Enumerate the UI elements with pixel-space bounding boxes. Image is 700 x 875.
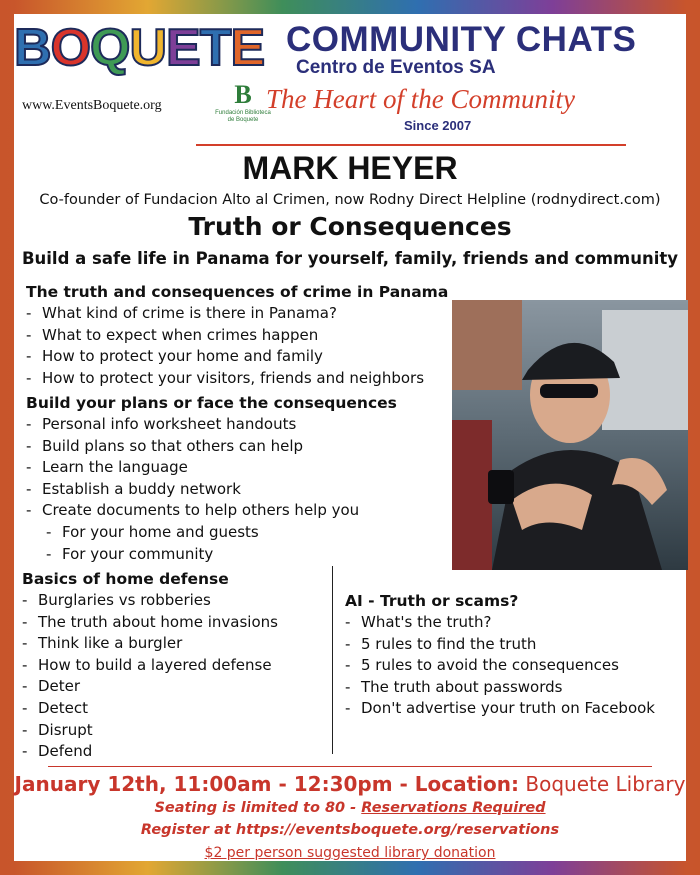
list-item <box>26 368 448 390</box>
talk-title: Truth or Consequences <box>188 212 512 241</box>
list-item <box>26 325 448 347</box>
event-datetime: January 12th, 11:00am - 12:30pm - <box>14 772 415 796</box>
list-item <box>26 457 397 479</box>
bullet: - <box>26 479 32 498</box>
bullet: - <box>26 304 32 322</box>
bullet: - <box>26 347 32 366</box>
section-heading: AI - Truth or scams? <box>345 592 519 610</box>
list-item <box>22 698 278 720</box>
list-item-text: How to protect your visitors, friends and neighbors <box>42 368 425 387</box>
list-item <box>22 633 278 655</box>
bullet: - <box>26 436 32 455</box>
location-label: Location: <box>414 772 520 796</box>
bullet: - <box>345 677 351 696</box>
sub-list-item <box>26 544 397 566</box>
list-item-text: The truth about passwords <box>361 677 563 696</box>
list-item-text: The truth about home invasions <box>38 612 278 631</box>
list-item <box>22 655 278 677</box>
register-link[interactable]: Register at https://eventsboquete.org/reservations <box>140 822 560 838</box>
library-logo-letter: B <box>234 80 252 109</box>
list-item-text: 5 rules to find the truth <box>361 634 537 653</box>
sub-list-item <box>26 522 397 544</box>
bullet: - <box>26 501 32 520</box>
list-item <box>26 414 397 436</box>
reservations-link[interactable]: Reservations Required <box>361 800 546 816</box>
slogan: The Heart of the Community <box>266 84 575 114</box>
section-heading: The truth and consequences of crime in Panama <box>26 283 449 301</box>
section-plans <box>26 393 397 565</box>
list-item-text: Deter <box>38 677 81 696</box>
section-heading: Build your plans or face the consequences <box>26 394 397 412</box>
bullet: - <box>22 742 28 761</box>
since-label: Since 2007 <box>404 118 472 133</box>
bullet: - <box>345 656 351 675</box>
list-item-text: Think like a burgler <box>38 634 183 653</box>
list-item-text: Establish a buddy network <box>42 479 241 498</box>
location-value: Boquete Library <box>519 772 686 796</box>
talk-tagline: Build a safe life in Panama for yourself, family, friends and community <box>21 249 679 268</box>
list-item-text: Create documents to help others help you <box>42 501 360 520</box>
list-item-text: Don't advertise your truth on Facebook <box>361 699 655 718</box>
list-item <box>26 500 397 522</box>
logo-letter: T <box>199 19 231 77</box>
bullet: - <box>26 368 32 387</box>
section-ai <box>345 591 655 720</box>
bullet: - <box>345 613 351 631</box>
bullet: - <box>22 634 28 653</box>
footer-divider <box>48 766 652 767</box>
section-defense <box>22 569 278 763</box>
library-logo-text: Fundación Biblioteca de Boquete <box>215 110 271 123</box>
list-item-text: 5 rules to avoid the consequences <box>361 656 619 675</box>
list-item <box>22 676 278 698</box>
speaker-photo <box>452 300 688 570</box>
list-item <box>26 479 397 501</box>
bullet: - <box>46 522 52 541</box>
bullet: - <box>22 677 28 696</box>
list-item-text: How to protect your home and family <box>42 347 323 366</box>
list-item <box>26 436 397 458</box>
bullet: - <box>22 698 28 717</box>
bullet: - <box>22 720 28 739</box>
section-heading: Basics of home defense <box>22 570 229 588</box>
list-item <box>26 303 448 325</box>
event-details <box>0 772 700 796</box>
logo-letter: E <box>166 19 200 77</box>
list-item-text: Personal info worksheet handouts <box>42 415 297 433</box>
list-item <box>345 612 655 634</box>
list-item-text: How to build a layered defense <box>38 655 272 674</box>
list-item <box>22 590 278 612</box>
speaker-name: MARK HEYER <box>242 150 458 186</box>
list-item-text: Disrupt <box>38 720 93 739</box>
list-item <box>345 655 655 677</box>
bullet: - <box>46 544 52 563</box>
organizer-name: Centro de Eventos SA <box>296 57 496 78</box>
donation-note: $2 per person suggested library donation <box>204 845 496 861</box>
page-title: COMMUNITY CHATS <box>286 20 637 59</box>
list-item-text: What's the truth? <box>361 613 492 631</box>
bullet: - <box>26 458 32 477</box>
seating-text: Seating is limited to 80 - <box>154 800 362 816</box>
bullet: - <box>26 325 32 344</box>
logo-letter: Q <box>90 19 130 77</box>
list-item-text: What to expect when crimes happen <box>42 325 319 344</box>
bullet: - <box>22 612 28 631</box>
list-item <box>345 634 655 656</box>
bullet: - <box>26 415 32 433</box>
logo-letter: O <box>50 19 91 77</box>
list-item-text: Learn the language <box>42 458 188 477</box>
speaker-role: Co-founder of Fundacion Alto al Crimen, now Rodny Direct Helpline (rodnydirect.com) <box>39 192 661 208</box>
logo-letter: B <box>14 19 51 77</box>
bullet: - <box>345 699 351 718</box>
library-logo <box>212 80 274 124</box>
list-item <box>22 741 278 763</box>
section-crime <box>26 282 448 389</box>
list-item-text: Build plans so that others can help <box>42 436 304 455</box>
bullet: - <box>22 655 28 674</box>
seating-note <box>0 800 700 816</box>
list-item <box>22 720 278 742</box>
logo-letter: E <box>230 19 265 77</box>
list-item-text: For your community <box>62 544 214 563</box>
list-item <box>345 677 655 699</box>
list-item-text: Burglaries vs robberies <box>38 591 211 609</box>
website-link[interactable]: www.EventsBoquete.org <box>22 98 162 113</box>
list-item <box>345 698 655 720</box>
list-item <box>26 346 448 368</box>
column-divider <box>332 566 333 754</box>
list-item <box>22 612 278 634</box>
logo-letter: U <box>129 19 167 77</box>
bullet: - <box>22 591 28 609</box>
boquete-logo <box>14 14 265 77</box>
list-item-text: For your home and guests <box>62 522 259 541</box>
divider <box>196 144 626 146</box>
list-item-text: Defend <box>38 742 93 761</box>
list-item-text: Detect <box>38 698 89 717</box>
bullet: - <box>345 634 351 653</box>
list-item-text: What kind of crime is there in Panama? <box>42 304 337 322</box>
